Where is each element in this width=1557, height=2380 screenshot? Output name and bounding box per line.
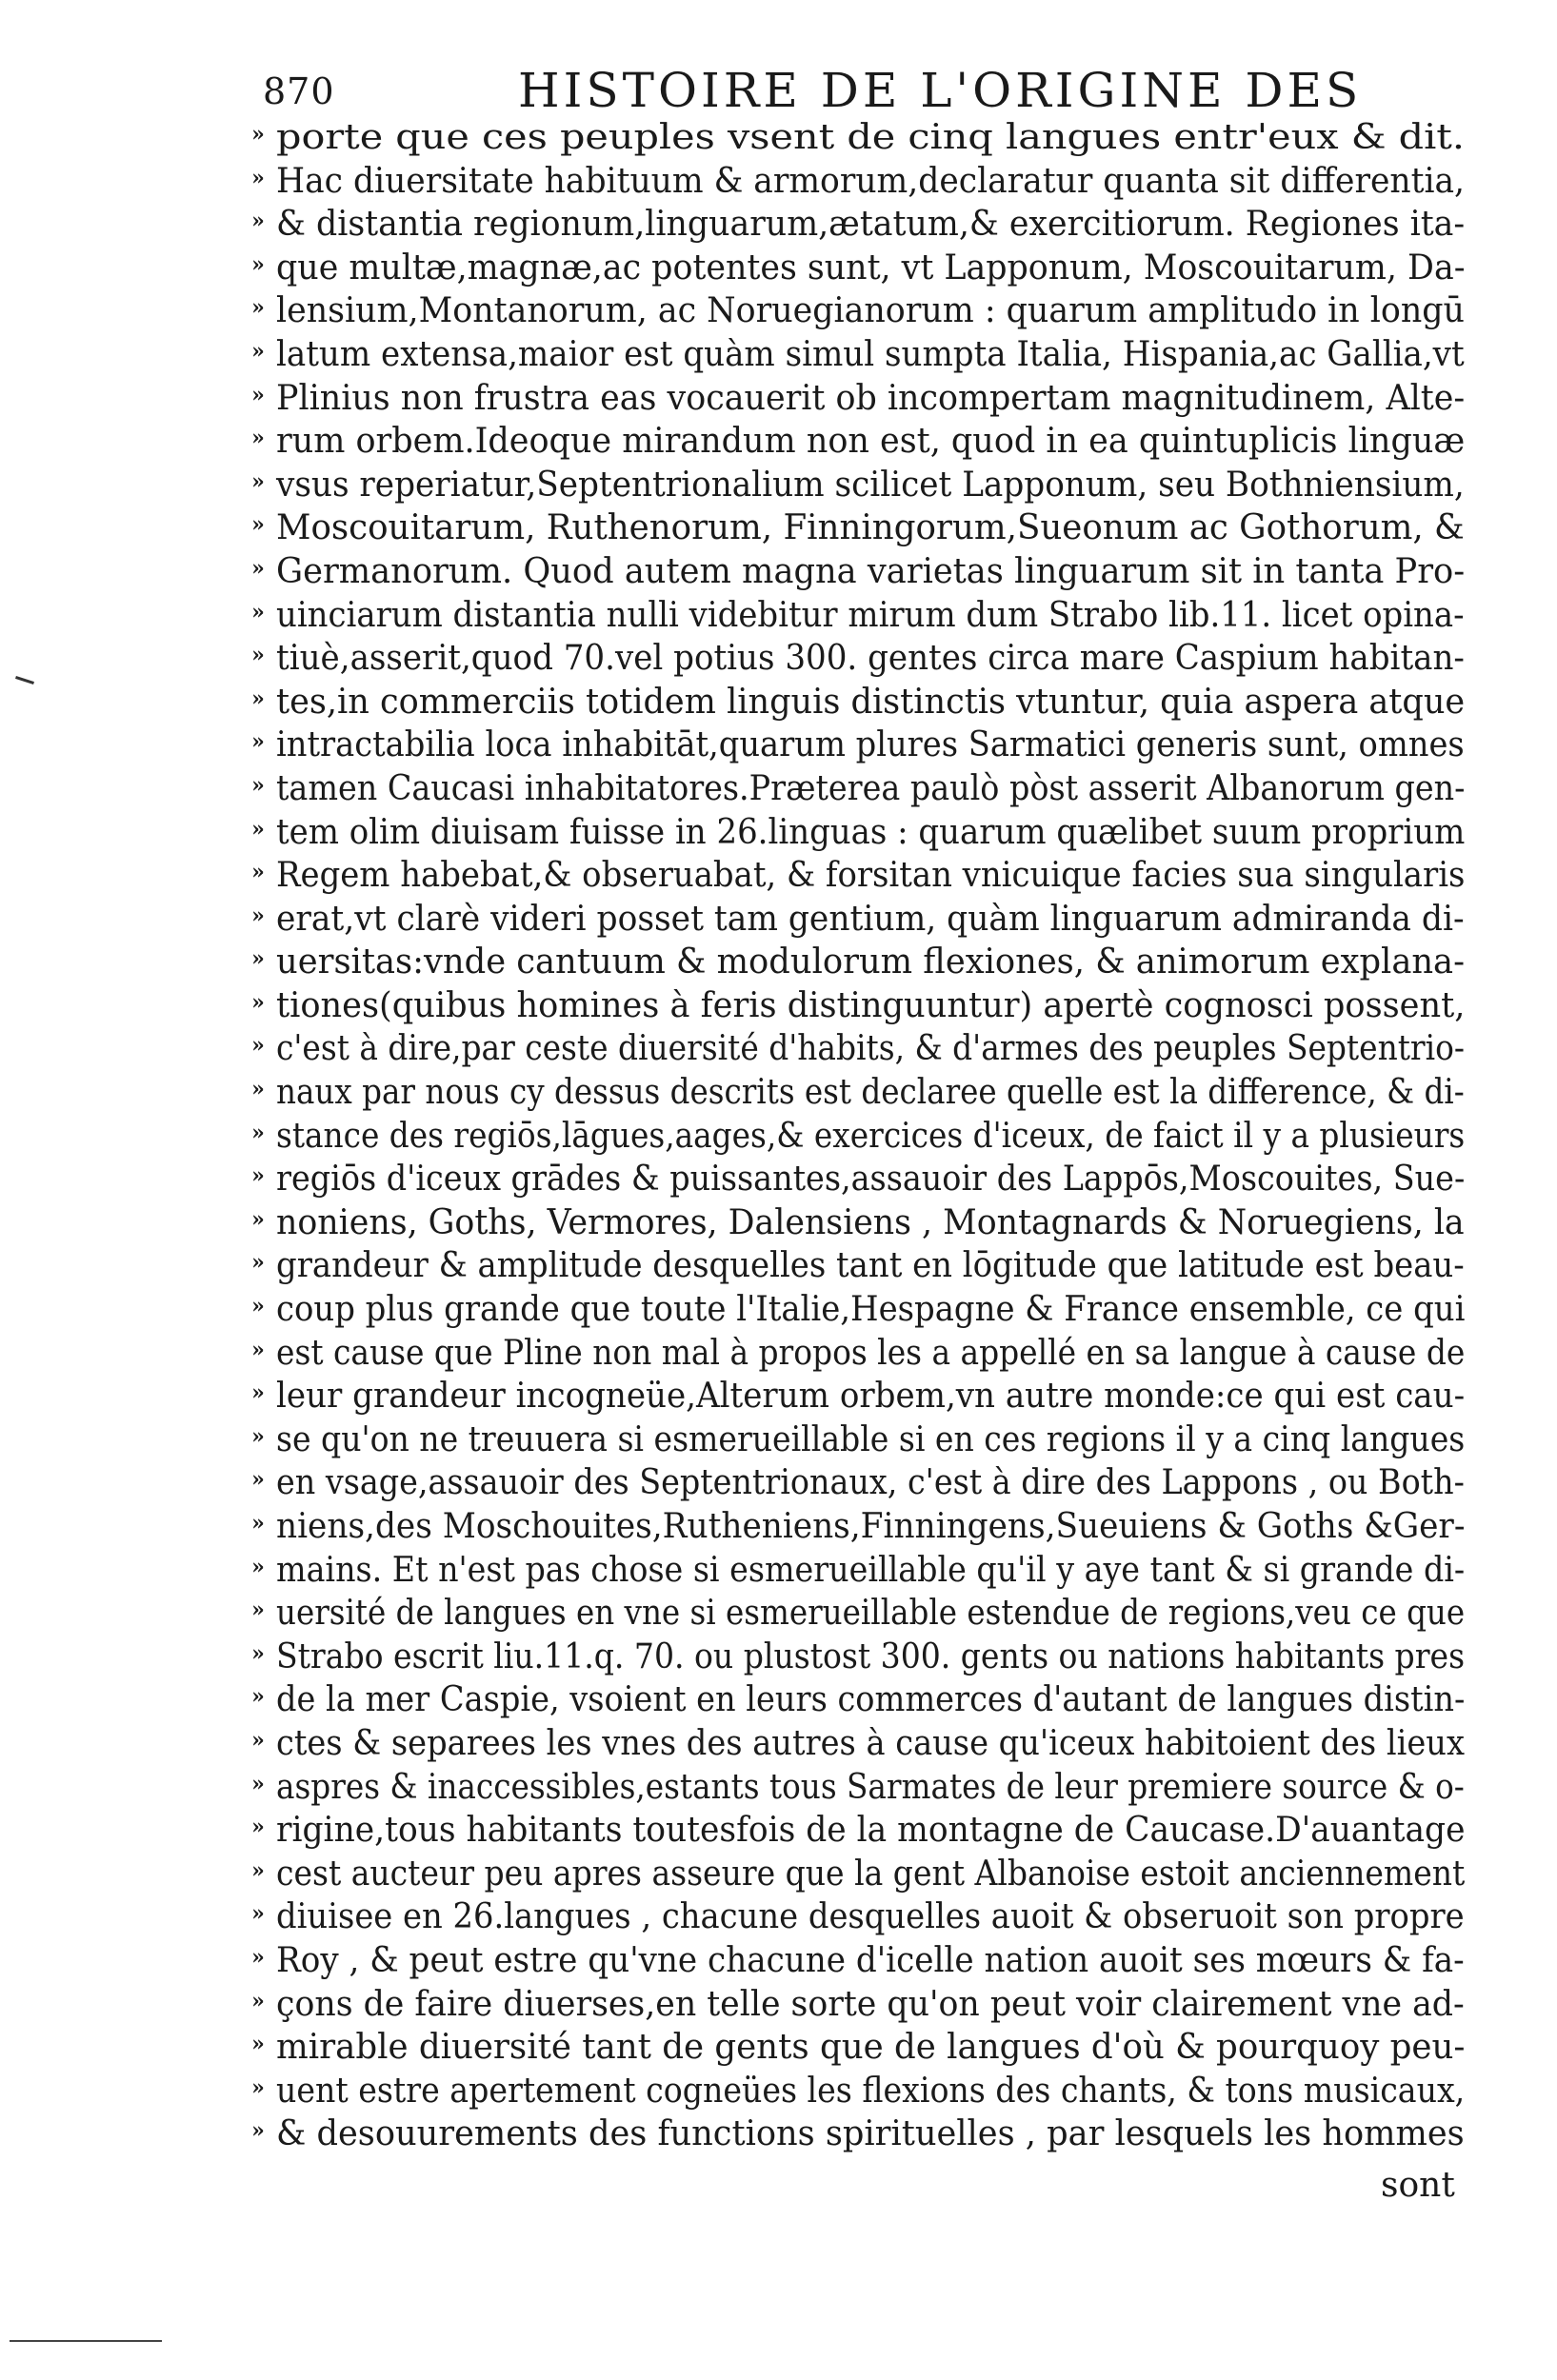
line-text: niens,des Moschouites,Rutheniens,Finningens,Sueuiens & Goths &Ger- [276,1507,1466,1546]
text-line [246,1071,1465,1115]
text-line [246,984,1465,1028]
quotation-mark: » [251,1380,265,1406]
text-line [246,681,1465,724]
text-line [246,1766,1465,1810]
line-text: vsus reperiatur,Septentrionalium scilicet Lapponum, seu Bothniensium, [276,465,1465,505]
text-line [246,1549,1465,1593]
quotation-mark: » [251,382,265,407]
text-line [246,1809,1465,1853]
quotation-mark: » [251,208,265,234]
text-line [246,203,1465,247]
text-line [246,1722,1465,1766]
quotation-mark: » [251,1250,265,1276]
quotation-mark: » [251,599,265,625]
text-line [246,2112,1465,2156]
quotation-mark: » [251,1771,265,1796]
text-line [246,854,1465,898]
quotation-mark: » [251,1033,265,1059]
line-text: c'est à dire,par ceste diuersité d'habits, & d'armes des peuples Septentrio- [276,1029,1465,1069]
quotation-mark: » [251,2118,265,2144]
line-text: tem olim diuisam fuisse in 26.linguas : quarum quælibet suum proprium [276,812,1466,852]
quotation-mark: » [251,555,265,581]
text-line [246,289,1465,333]
quotation-mark: » [251,295,265,321]
quotation-mark: » [251,989,265,1015]
text-line [246,2070,1465,2113]
text-line [246,1375,1465,1418]
line-text: leur grandeur incogneüe,Alterum orbem,vn autre monde:ce qui est cau- [276,1377,1466,1417]
running-head: HISTOIRE DE L'ORIGINE DES [518,63,1363,118]
text-line [246,1244,1465,1288]
quotation-mark: » [251,729,265,755]
quotation-mark: » [251,1120,265,1145]
quotation-mark: » [251,1944,265,1970]
line-text: uent estre apertement cogneües les flexions des chants, & tons musicaux, [276,2071,1466,2111]
line-text: noniens, Goths, Vermores, Dalensiens , Montagnards & Noruegiens, la [276,1202,1465,1242]
margin-mark [15,676,34,684]
text-line [246,767,1465,811]
quotation-mark: » [251,643,265,668]
line-text: Regem habebat,& obseruabat, & forsitan vnicuique facies sua singularis [276,856,1466,896]
text-line [246,2026,1465,2070]
line-text: intractabilia loca inhabitāt,quarum plures Sarmatici generis sunt, omnes [276,725,1465,765]
text-line [246,1939,1465,1983]
quotation-mark: » [251,426,265,451]
text-line [246,898,1465,942]
text-line [246,116,1465,160]
line-text: uersitas:vnde cantuum & modulorum flexiones, & animorum explana- [276,942,1466,982]
quotation-mark: » [251,816,265,842]
page-number: 870 [263,70,335,112]
quotation-mark: » [251,1815,265,1840]
text-line [246,160,1465,204]
quotation-mark: » [251,1857,265,1883]
text-line [246,1636,1465,1679]
quotation-mark: » [251,1554,265,1579]
text-line [246,333,1465,377]
text-line [246,247,1465,290]
quotation-mark: » [251,512,265,538]
line-text: Germanorum. Quod autem magna varietas linguarum sit in tanta Pro- [276,551,1466,591]
line-text: tamen Caucasi inhabitatores.Præterea paulò pòst asserit Albanorum gen- [276,768,1466,808]
line-text: uersité de langues en vne si esmerueillable estendue de regions,veu ce que [276,1594,1466,1634]
text-line [246,550,1465,594]
bottom-rule [10,2340,162,2342]
line-text: rum orbem.Ideoque mirandum non est, quod in ea quintuplicis linguæ [276,422,1466,462]
quotation-mark: » [251,902,265,928]
text-line [246,1678,1465,1722]
text-line [246,1505,1465,1549]
line-text: latum extensa,maior est quàm simul sumpta Italia, Hispania,ac Gallia,vt [276,334,1465,374]
line-text: & desouurements des functions spirituelles , par lesquels les hommes [276,2114,1465,2154]
line-text: grandeur & amplitude desquelles tant en lōgitude que latitude est beau- [276,1246,1465,1286]
quotation-mark: » [251,860,265,885]
text-line [246,594,1465,638]
line-text: Moscouitarum, Ruthenorum, Finningorum,Sueonum ac Gothorum, & [276,508,1465,548]
quotation-mark: » [251,338,265,364]
line-text: diuisee en 26.langues , chacune desquelles auoit & obseruoit son propre [276,1897,1465,1937]
text-line [246,464,1465,507]
quotation-mark: » [251,1467,265,1493]
quotation-mark: » [251,772,265,798]
line-text: se qu'on ne treuuera si esmerueillable si en ces regions il y a cinq langues [276,1419,1466,1459]
quotation-mark: » [251,1294,265,1319]
quotation-mark: » [251,468,265,494]
quotation-mark: » [251,2074,265,2100]
line-text: est cause que Pline non mal à propos les a appellé en sa langue à cause de [276,1333,1466,1373]
quotation-mark: » [251,122,265,147]
quotation-mark: » [251,165,265,190]
line-text: stance des regiōs,lāgues,aages,& exercices d'iceux, de faict il y a plusieurs [276,1116,1466,1156]
text-line [246,420,1465,464]
line-text: Hac diuersitate habituum & armorum,declaratur quanta sit differentia, [276,161,1466,201]
line-text: uinciarum distantia nulli videbitur mirum dum Strabo lib.11. licet opina- [276,595,1465,635]
text-line [246,1592,1465,1636]
text-line [246,637,1465,681]
quotation-mark: » [251,946,265,972]
catchword: sont [1381,2166,1455,2205]
line-text: de la mer Caspie, vsoient en leurs commerces d'autant de langues distin- [276,1680,1466,1720]
line-text: Strabo escrit liu.11.q. 70. ou plustost 300. gents ou nations habitants pres [276,1636,1466,1676]
line-text: mirable diuersité tant de gents que de langues d'où & pourquoy peu- [276,2028,1466,2068]
quotation-mark: » [251,1423,265,1449]
line-text: ctes & separees les vnes des autres à cause qu'iceux habitoient des lieux [276,1723,1465,1763]
text-line [246,1853,1465,1896]
quotation-mark: » [251,1597,265,1623]
text-line [246,1201,1465,1245]
quotation-mark: » [251,1337,265,1362]
line-text: tiuè,asserit,quod 70.vel potius 300. gentes circa mare Caspium habitan- [276,639,1465,679]
line-text: & distantia regionum,linguarum,ætatum,& exercitiorum. Regiones ita- [276,205,1466,245]
text-line [246,724,1465,767]
quotation-mark: » [251,1511,265,1536]
text-line [246,811,1465,855]
line-text: rigine,tous habitants toutesfois de la montagne de Caucase.D'auantage [276,1811,1466,1851]
quotation-mark: » [251,2032,265,2057]
line-text: regiōs d'iceux grādes & puissantes,assauoir des Lappōs,Moscouites, Sue- [276,1160,1466,1200]
text-line [246,1027,1465,1071]
text-line [246,941,1465,984]
line-text: que multæ,magnæ,ac potentes sunt, vt Lapponum, Moscouitarum, Da- [276,248,1466,288]
text-line [246,1461,1465,1505]
quotation-mark: » [251,1163,265,1189]
line-text: naux par nous cy dessus descrits est declaree quelle est la difference, & di- [276,1073,1465,1113]
body-text [246,116,1465,2156]
text-line [246,1983,1465,2027]
line-text: cest aucteur peu apres asseure que la gent Albanoise estoit anciennement [276,1854,1466,1894]
line-text: tes,in commerciis totidem linguis distinctis vtuntur, quia aspera atque [276,682,1466,722]
quotation-mark: » [251,251,265,277]
text-line [246,1158,1465,1201]
line-text: en vsage,assauoir des Septentrionaux, c'est à dire des Lappons , ou Both- [276,1463,1465,1503]
line-text: porte que ces peuples vsent de cinq langues entr'eux & dit. [276,118,1466,157]
quotation-mark: » [251,1727,265,1753]
quotation-mark: » [251,1901,265,1927]
line-text: çons de faire diuerses,en telle sorte qu'on peut voir clairement vne ad- [276,1984,1465,2024]
quotation-mark: » [251,1640,265,1666]
text-line [246,377,1465,421]
line-text: mains. Et n'est pas chose si esmerueillable qu'il y aye tant & si grande di- [276,1550,1466,1590]
text-line [246,1332,1465,1376]
text-line [246,1418,1465,1462]
quotation-mark: » [251,1988,265,2013]
text-line [246,1288,1465,1332]
quotation-mark: » [251,1684,265,1710]
line-text: tiones(quibus homines à feris distinguuntur) apertè cognosci possent, [276,985,1466,1025]
quotation-mark: » [251,1206,265,1232]
text-line [246,506,1465,550]
line-text: coup plus grande que toute l'Italie,Hespagne & France ensemble, ce qui [276,1290,1466,1330]
line-text: lensium,Montanorum, ac Noruegianorum : quarum amplitudo in longū [276,291,1465,331]
line-text: Plinius non frustra eas vocauerit ob incompertam magnitudinem, Alte- [276,378,1466,418]
quotation-mark: » [251,1077,265,1102]
line-text: erat,vt clarè videri posset tam gentium, quàm linguarum admiranda di- [276,899,1465,939]
text-line [246,1895,1465,1939]
quotation-mark: » [251,685,265,711]
line-text: aspres & inaccessibles,estants tous Sarmates de leur premiere source & o- [276,1767,1465,1807]
text-line [246,1115,1465,1159]
line-text: Roy , & peut estre qu'vne chacune d'icelle nation auoit ses mœurs & fa- [276,1940,1465,1980]
